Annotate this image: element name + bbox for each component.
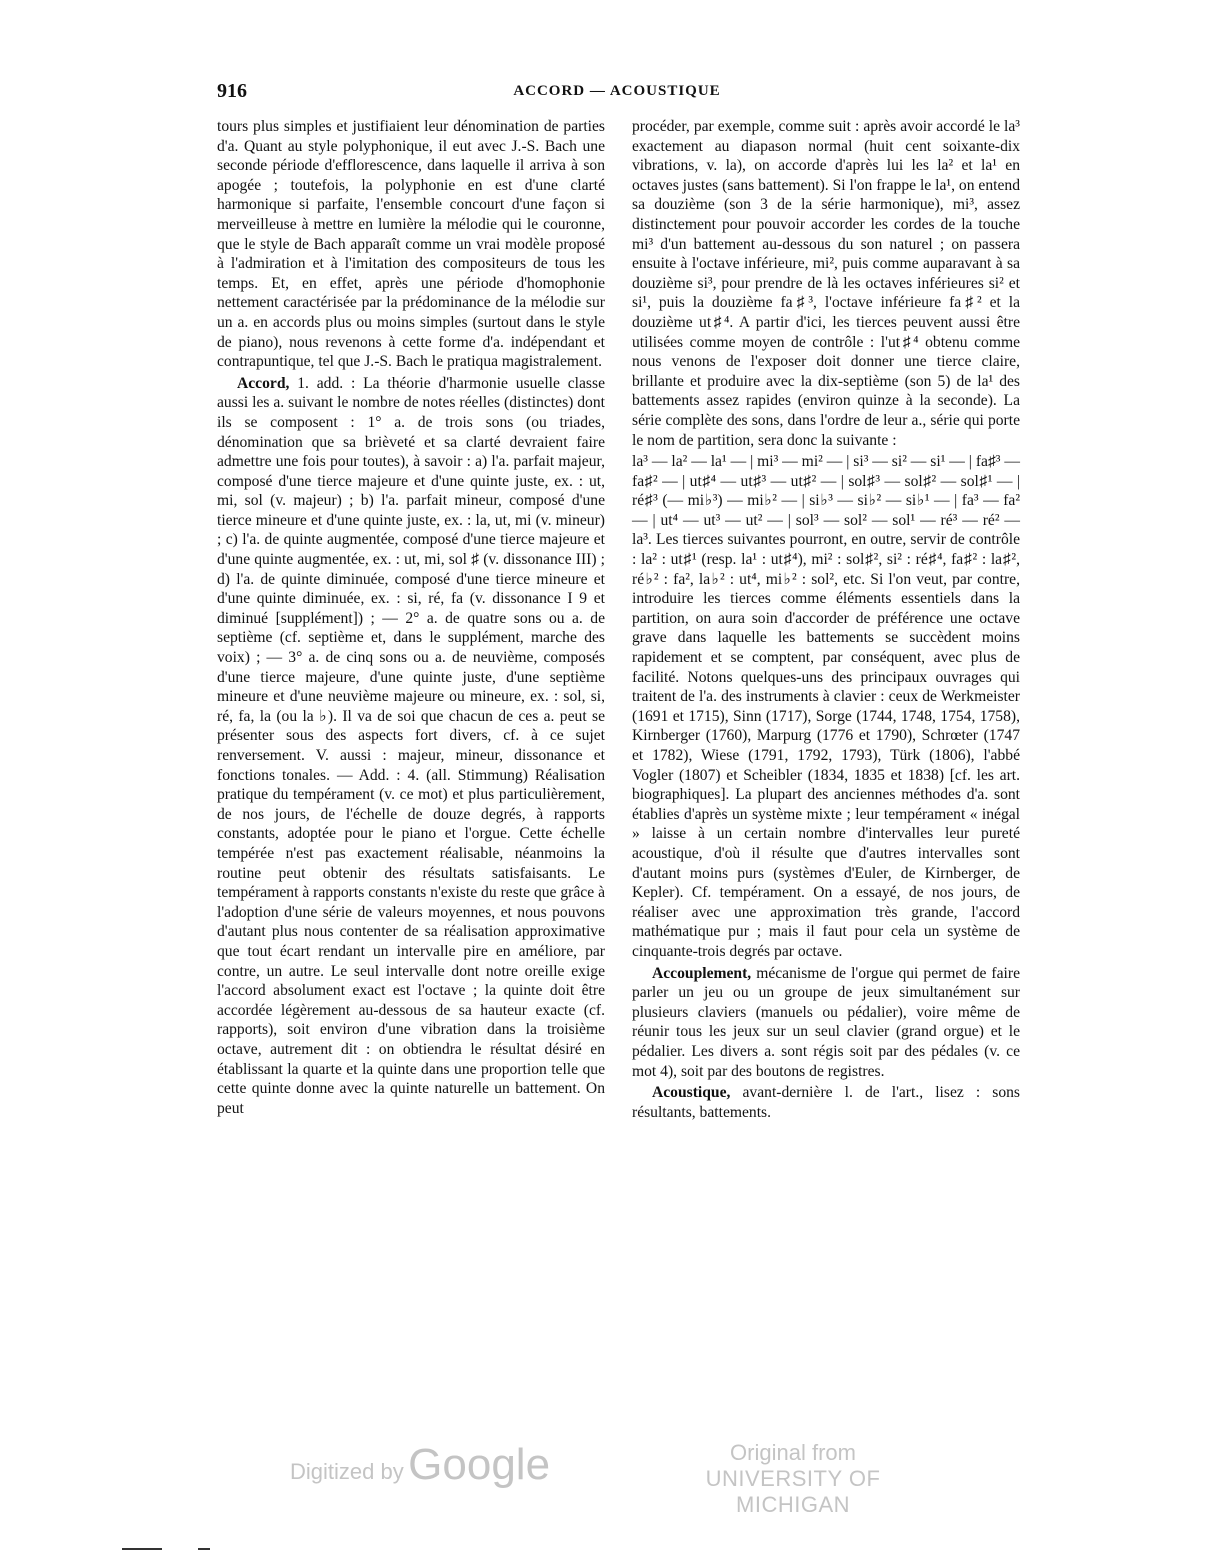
entry-accouplement	[632, 964, 1020, 1082]
running-title: ACCORD — ACOUSTIQUE	[513, 83, 721, 99]
right-column	[632, 117, 1020, 1122]
page-number: 916	[217, 80, 247, 102]
entry-text: avant-dernière l. de l'art., lisez : sons résultants, battements.	[632, 1084, 1021, 1121]
scan-edge-mark	[198, 1548, 210, 1550]
original-from-watermark	[668, 1440, 918, 1518]
digitized-prefix: Digitized by	[290, 1459, 404, 1484]
entry-acoustique	[632, 1083, 1020, 1122]
university-label: UNIVERSITY OF MICHIGAN	[705, 1466, 881, 1517]
paragraph: procéder, par exemple, comme suit : après avoir accordé le la³ exactement au diapason normal (huit cent soixante-dix vibrations, v. la), on accorde d'après lui les la² et la¹ en octaves justes (sans battement). Si l'on frappe le la¹, on entend sa douzième (son 3 de la série harmonique), mi³, assez distinctement pour pouvoir accorder les cordes de la touche mi³ d'un battement au-dessous du son naturel ; on passera ensuite à l'octave inférieure, mi², puis comme auparavant à sa douzième si³, pour prendre de là les octaves inférieures si² et si¹, puis la douzième fa♯³, l'octave inférieure fa♯² et la douzième ut♯⁴. A partir d'ici, les tierces peuvent aussi être utilisées comme moyen de contrôle : l'ut♯⁴ obtenu comme nous venons de l'exposer doit donner une tierce claire, brillante et produire avec la dix-septième (son 5) de la¹ des battements assez rapides (environ quinze à la seconde). La série complète des sons, dans l'ordre de leur a., série qui porte le nom de partition, sera donc la suivante :	[632, 118, 1020, 449]
headword: Accord,	[237, 374, 290, 392]
scan-edge-mark	[122, 1548, 162, 1550]
entry-text: mécanisme de l'orgue qui permet de faire parler un jeu ou un groupe de jeux simultanément sur plusieurs claviers (manuels ou pédalier), voire même de réunir tous les jeux sur un seul clavier (grand orgue) et le pédalier. Les divers a. sont régis soit par des pédales (v. ce mot 4), soit par des boutons de registres.	[632, 964, 1020, 1080]
original-from-label: Original from	[730, 1440, 856, 1465]
page-header	[217, 80, 1017, 110]
paragraph: la³ — la² — la¹ — | mi³ — mi² — | si³ — si² — si¹ — | fa♯³ — fa♯² — | ut♯⁴ — ut♯³ — ut♯² — | sol♯³ — sol♯² — sol♯¹ — | ré♯³ (— mi♭³) — mi♭² — | si♭³ — si♭² — si♭¹ — | fa³ — fa² — | ut⁴ — ut³ — ut² — | sol³ — sol² — sol¹ — ré³ — ré² — la³. Les tierces suivantes pourront, en outre, servir de contrôle : la² : ut♯¹ (resp. la¹ : ut♯⁴), mi² : sol♯², si² : ré♯⁴, fa♯² : la♯², ré♭² : fa², la♭² : ut⁴, mi♭² : sol², etc. Si l'on veut, par contre, introduire les tierces comme éléments essentiels dans la partition, on aura soin d'accorder de préférence une octave grave dans laquelle les battements se succèdent moins rapidement et se comptent, par conséquent, avec plus de facilité. Notons quelques-uns des principaux ouvrages qui traitent de l'a. des instruments à clavier : ceux de Werkmeister (1691 et 1715), Sinn (1717), Sorge (1744, 1748, 1754, 1758), Kirnberger (1760), Marpurg (1776 et 1790), Schrœter (1747 et 1782), Wiese (1791, 1792, 1793), Türk (1806), l'abbé Vogler (1807) et Scheibler (1834, 1835 et 1838) [cf. les art. biographiques]. La plupart des anciennes méthodes d'a. sont établies d'après un système mixte ; leur tempérament « inégal » laisse à un certain nombre d'intervalles leur pureté acoustique, d'où il résulte que d'autres intervalles sont d'autant moins purs (systèmes d'Euler, de Kirnberger, de Kepler). Cf. tempérament. On a essayé, de nos jours, de réaliser avec une approximation très grande, l'accord mathématique pur ; mais il faut pour cela un système de cinquante-trois degrés par octave.	[632, 453, 1020, 960]
entry-text: 1. add. : La théorie d'harmonie usuelle classe aussi les a. suivant le nombre de notes réelles (distinctes) dont ils se composent : 1° a. de trois sons (ou triades, dénomination que sa brièveté et sa clarté devraient faire admettre une fois pour toutes), à savoir : a) l'a. parfait majeur, composé d'une tierce majeure et d'une quinte juste, ex. : ut, mi, sol (v. majeur) ; b) l'a. parfait mineur, composé d'une tierce mineure et d'une quinte juste, ex. : la, ut, mi (v. mineur) ; c) l'a. de quinte augmentée, composé d'une tierce majeure et d'une quinte augmentée, ex. : ut, mi, sol ♯ (v. dissonance III) ; d) l'a. de quinte diminuée, composé d'une tierce mineure et d'une quinte diminuée, ex. : si, ré, fa (v. dissonance I 9 et diminué [supplément]) ; — 2° a. de quatre sons ou a. de septième (cf. septième et, dans le supplément, marche des voix) ; — 3° a. de cinq sons ou a. de neuvième, composés d'une tierce majeure, d'une quinte juste, d'une septième mineure et d'une neuvième majeure ou mineure, ex. : sol, si, ré, fa, la (ou la ♭). Il va de soi que chacun de ces a. peut se présenter sous des aspects fort divers, cf. à ce sujet renversement. V. aussi : majeur, mineur, dissonance et fonctions tonales. — Add. : 4. (all. Stimmung) Réalisation pratique du tempérament (v. ce mot) et plus particulièrement, de nos jours, de l'échelle de douze degrés, à rapports constants, adoptée pour le piano et l'orgue. Cette échelle tempérée n'est pas exactement réalisable, néanmoins la routine peut obtenir des résultats satisfaisants. Le tempérament à rapports constants n'existe du reste que grâce à l'adoption d'une série de valeurs moyennes, et nous pouvons d'autant plus nous contenter de sa réalisation approximative que tout écart rendant un intervalle pire en améliore, par contre, un autre. Le seul intervalle dont notre oreille exige l'accord absolument exact est l'octave ; la quinte doit être accordée légèrement au-dessous de sa hauteur exacte (cf. rapports), soit environ d'une vibration dans la troisième octave, autrement dit : on obtiendra le résultat désiré en établissant la quarte et la quinte dans une proportion telle que cette quinte donne avec la quinte naturelle un battement. On peut	[217, 374, 605, 1117]
digitized-by-watermark	[290, 1440, 550, 1490]
left-column	[217, 117, 605, 1118]
headword: Acoustique,	[652, 1084, 731, 1102]
headword: Accouplement,	[652, 964, 752, 982]
paragraph: tours plus simples et justifiaient leur dénomination de parties d'a. Quant au style polyphonique, il eut avec J.-S. Bach une seconde période d'efflorescence, dans laquelle il arriva à son apogée ; toutefois, la polyphonie en est d'une clarté harmonique si parfaite, l'ensemble concourt d'une façon si merveilleuse à mettre en lumière la mélodie qui le couronne, que le style de Bach apparaît comme un vrai modèle proposé à l'admiration et à l'imitation des compositeurs de tous les temps. Et, en effet, après une période d'homophonie nettement caractérisée par la prédominance de la mélodie sur un a. en accords plus ou moins simples (surtout dans le style de piano), nous revenons à cette forme d'a. indépendant et contrapuntique, tel que J.-S. Bach le pratiqua magistralement.	[217, 118, 605, 371]
google-logo: Google	[408, 1440, 551, 1489]
entry-accord	[217, 374, 605, 1119]
